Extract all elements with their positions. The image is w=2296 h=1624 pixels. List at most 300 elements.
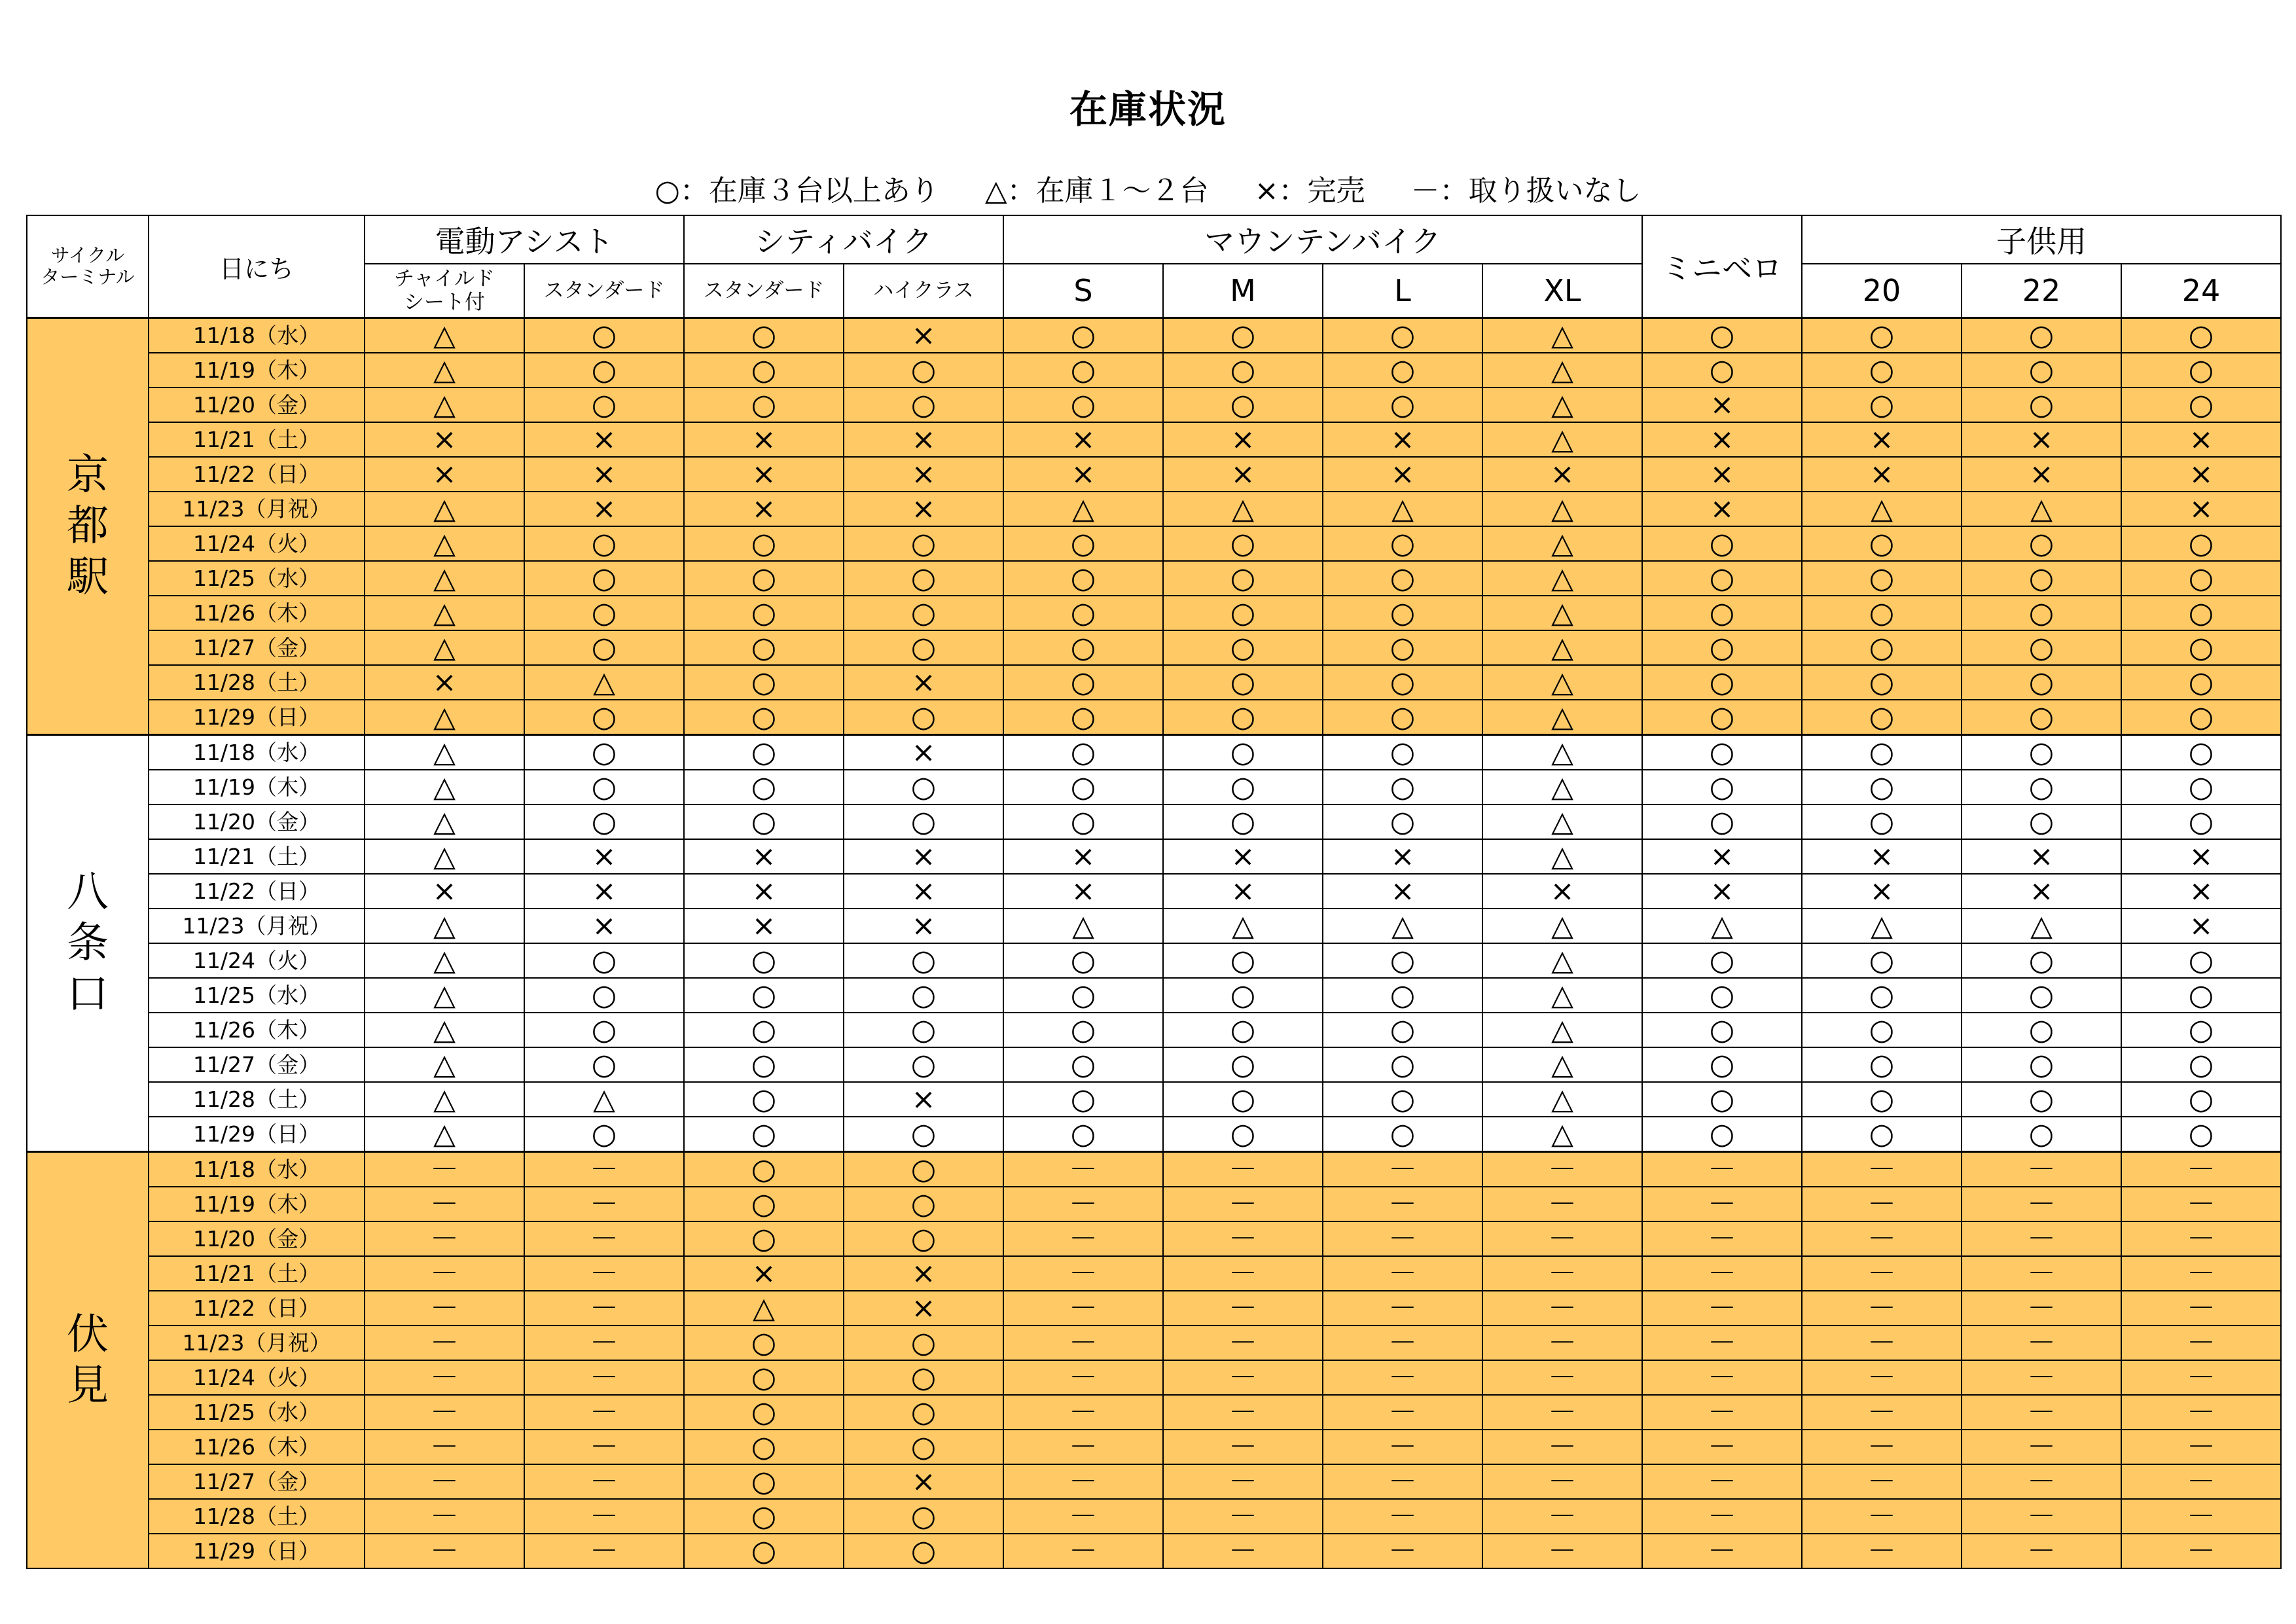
stock-cell: × (1482, 457, 1642, 492)
stock-cell: ○ (1003, 318, 1163, 353)
stock-cell: － (1323, 1534, 1482, 1568)
stock-cell: × (844, 492, 1003, 526)
stock-cell: － (2121, 1430, 2281, 1464)
terminal-name-cell: 伏 見 (27, 1152, 149, 1569)
stock-cell: － (365, 1464, 524, 1499)
stock-cell: ○ (1642, 1082, 1802, 1117)
stock-cell: ○ (1642, 318, 1802, 353)
stock-cell: ○ (1642, 943, 1802, 978)
stock-cell: － (1323, 1499, 1482, 1534)
stock-cell: △ (365, 1117, 524, 1152)
table-row (27, 353, 2281, 388)
stock-cell: － (2121, 1499, 2281, 1534)
stock-cell: － (524, 1221, 684, 1256)
stock-cell: ○ (524, 1047, 684, 1082)
stock-cell: － (1642, 1291, 1802, 1326)
stock-cell: － (1323, 1360, 1482, 1395)
stock-cell: △ (524, 1082, 684, 1117)
subheader-size-s: S (1003, 264, 1163, 318)
stock-cell: ○ (1642, 665, 1802, 700)
stock-cell: △ (1482, 1013, 1642, 1047)
stock-cell: ○ (1323, 630, 1482, 665)
stock-cell: × (1962, 422, 2121, 457)
stock-cell: － (1802, 1326, 1962, 1360)
stock-cell: ○ (1003, 804, 1163, 839)
date-cell: 11/22（日） (149, 874, 365, 909)
date-cell: 11/24（火） (149, 526, 365, 561)
stock-cell: ○ (2121, 978, 2281, 1013)
stock-cell: ○ (524, 526, 684, 561)
stock-cell: － (1962, 1464, 2121, 1499)
stock-cell: ○ (684, 1117, 844, 1152)
stock-cell: － (365, 1187, 524, 1221)
stock-cell: × (844, 457, 1003, 492)
stock-cell: ○ (1642, 561, 1802, 596)
table-row (27, 1187, 2281, 1221)
stock-cell: × (1003, 422, 1163, 457)
stock-cell: ○ (1323, 978, 1482, 1013)
table-row (27, 1256, 2281, 1291)
stock-cell: － (524, 1464, 684, 1499)
stock-cell: ○ (1642, 1117, 1802, 1152)
stock-cell: × (1323, 839, 1482, 874)
stock-cell: ○ (844, 561, 1003, 596)
stock-cell: － (1482, 1499, 1642, 1534)
stock-cell: ○ (684, 1499, 844, 1534)
stock-cell: ○ (1962, 1117, 2121, 1152)
stock-cell: － (1802, 1291, 1962, 1326)
legend-available: ○：在庫３台以上あり (655, 174, 939, 208)
date-cell: 11/22（日） (149, 1291, 365, 1326)
stock-cell: ○ (844, 353, 1003, 388)
stock-cell: － (1003, 1464, 1163, 1499)
date-cell: 11/19（木） (149, 770, 365, 804)
subheader-kids-24: 24 (2121, 264, 2281, 318)
stock-cell: ○ (1323, 388, 1482, 422)
date-cell: 11/23（月祝） (149, 492, 365, 526)
stock-cell: － (2121, 1256, 2281, 1291)
stock-cell: ○ (1163, 735, 1323, 770)
stock-cell: △ (365, 318, 524, 353)
stock-cell: － (1323, 1395, 1482, 1430)
stock-cell: ○ (844, 1499, 1003, 1534)
stock-cell: － (1163, 1187, 1323, 1221)
stock-cell: ○ (1642, 804, 1802, 839)
stock-cell: ○ (1962, 318, 2121, 353)
stock-cell: ○ (684, 1534, 844, 1568)
stock-cell: △ (1482, 561, 1642, 596)
table-row (27, 596, 2281, 630)
stock-cell: × (844, 1464, 1003, 1499)
stock-cell: － (524, 1395, 684, 1430)
stock-cell: ○ (1163, 1013, 1323, 1047)
stock-cell: － (1962, 1326, 2121, 1360)
stock-cell: ○ (684, 318, 844, 353)
date-cell: 11/23（月祝） (149, 1326, 365, 1360)
date-cell: 11/21（土） (149, 1256, 365, 1291)
stock-cell: △ (365, 700, 524, 735)
stock-cell: － (1003, 1430, 1163, 1464)
stock-cell: ○ (1802, 318, 1962, 353)
stock-cell: ○ (684, 665, 844, 700)
stock-cell: － (1163, 1464, 1323, 1499)
stock-cell: ○ (1323, 1013, 1482, 1047)
stock-cell: － (1003, 1395, 1163, 1430)
stock-cell: － (1323, 1152, 1482, 1187)
date-cell: 11/22（日） (149, 457, 365, 492)
stock-cell: ○ (524, 561, 684, 596)
stock-cell: ○ (684, 353, 844, 388)
stock-cell: △ (1482, 1047, 1642, 1082)
stock-cell: ○ (2121, 1082, 2281, 1117)
stock-cell: × (2121, 422, 2281, 457)
group-header-minivelo: ミニベロ (1642, 215, 1802, 318)
stock-cell: × (844, 839, 1003, 874)
stock-cell: － (1003, 1187, 1163, 1221)
stock-cell: ○ (684, 1013, 844, 1047)
stock-cell: － (1163, 1499, 1323, 1534)
stock-cell: △ (365, 1013, 524, 1047)
stock-cell: ○ (1962, 978, 2121, 1013)
date-cell: 11/29（日） (149, 1117, 365, 1152)
stock-cell: － (1642, 1360, 1802, 1395)
stock-cell: × (524, 874, 684, 909)
stock-cell: ○ (1802, 596, 1962, 630)
stock-cell: － (2121, 1534, 2281, 1568)
stock-cell: ○ (1163, 665, 1323, 700)
stock-cell: ○ (1962, 700, 2121, 735)
stock-cell: ○ (1802, 1082, 1962, 1117)
stock-cell: × (1482, 874, 1642, 909)
stock-cell: － (1802, 1430, 1962, 1464)
stock-cell: ○ (1323, 596, 1482, 630)
table-row (27, 1117, 2281, 1152)
table-row (27, 735, 2281, 770)
stock-cell: ○ (1003, 526, 1163, 561)
table-row (27, 561, 2281, 596)
stock-cell: ○ (1962, 735, 2121, 770)
stock-cell: ○ (844, 526, 1003, 561)
stock-cell: × (844, 909, 1003, 943)
stock-cell: ○ (1802, 735, 1962, 770)
stock-cell: × (1642, 422, 1802, 457)
stock-cell: × (1962, 457, 2121, 492)
table-row (27, 492, 2281, 526)
legend-not-handled: －：取り扱いなし (1410, 174, 1641, 208)
stock-cell: △ (1482, 1082, 1642, 1117)
stock-cell: △ (365, 943, 524, 978)
stock-cell: △ (1482, 839, 1642, 874)
date-cell: 11/28（土） (149, 1499, 365, 1534)
stock-cell: ○ (1003, 1117, 1163, 1152)
stock-cell: ○ (844, 1534, 1003, 1568)
stock-cell: ○ (1003, 353, 1163, 388)
stock-cell: － (1482, 1187, 1642, 1221)
stock-cell: × (684, 874, 844, 909)
stock-cell: ○ (844, 770, 1003, 804)
stock-cell: △ (1482, 526, 1642, 561)
table-row (27, 1082, 2281, 1117)
stock-cell: × (2121, 457, 2281, 492)
stock-cell: △ (1323, 909, 1482, 943)
subheader-child-seat: チャイルド シート付 (365, 264, 524, 318)
stock-cell: △ (365, 804, 524, 839)
stock-cell: ○ (684, 1360, 844, 1395)
date-cell: 11/27（金） (149, 1464, 365, 1499)
stock-cell: × (844, 1291, 1003, 1326)
stock-cell: － (365, 1430, 524, 1464)
stock-cell: － (1482, 1430, 1642, 1464)
subheader-size-xl: XL (1482, 264, 1642, 318)
stock-cell: ○ (1962, 943, 2121, 978)
stock-cell: △ (365, 388, 524, 422)
terminal-name-cell: 八 条 口 (27, 735, 149, 1152)
stock-cell: ○ (1323, 770, 1482, 804)
stock-cell: ○ (684, 978, 844, 1013)
date-cell: 11/20（金） (149, 804, 365, 839)
stock-cell: ○ (2121, 665, 2281, 700)
legend-few-left: △：在庫１～２台 (984, 174, 1209, 208)
stock-cell: － (1642, 1464, 1802, 1499)
stock-cell: ○ (1323, 804, 1482, 839)
stock-cell: － (1642, 1256, 1802, 1291)
stock-cell: ○ (1802, 943, 1962, 978)
stock-cell: ○ (844, 596, 1003, 630)
stock-cell: ○ (1163, 561, 1323, 596)
stock-cell: × (2121, 909, 2281, 943)
stock-cell: ○ (1802, 630, 1962, 665)
stock-cell: × (684, 839, 844, 874)
stock-cell: × (1163, 839, 1323, 874)
stock-cell: － (1003, 1221, 1163, 1256)
stock-cell: － (1482, 1221, 1642, 1256)
legend-sold-out: ×：完売 (1254, 174, 1365, 208)
stock-cell: ○ (524, 943, 684, 978)
stock-cell: ○ (1642, 596, 1802, 630)
table-row (27, 1360, 2281, 1395)
table-row (27, 770, 2281, 804)
date-cell: 11/28（土） (149, 665, 365, 700)
group-header-mountain-bike: マウンテンバイク (1003, 215, 1642, 264)
date-cell: 11/21（土） (149, 839, 365, 874)
stock-cell: × (844, 1256, 1003, 1291)
stock-cell: △ (1482, 318, 1642, 353)
stock-cell: ○ (1962, 353, 2121, 388)
stock-cell: ○ (1323, 561, 1482, 596)
stock-cell: △ (365, 526, 524, 561)
stock-cell: ○ (1163, 804, 1323, 839)
stock-cell: － (1482, 1152, 1642, 1187)
stock-cell: ○ (844, 1360, 1003, 1395)
table-row (27, 630, 2281, 665)
stock-cell: － (524, 1291, 684, 1326)
table-row (27, 1013, 2281, 1047)
stock-cell: ○ (684, 526, 844, 561)
stock-cell: ○ (1802, 353, 1962, 388)
stock-cell: △ (1802, 909, 1962, 943)
stock-cell: － (1003, 1256, 1163, 1291)
stock-cell: × (1003, 839, 1163, 874)
stock-cell: △ (1482, 492, 1642, 526)
table-row (27, 1291, 2281, 1326)
stock-cell: － (1323, 1221, 1482, 1256)
group-header-kids: 子供用 (1802, 215, 2281, 264)
stock-cell: × (1962, 839, 2121, 874)
stock-cell: × (684, 422, 844, 457)
date-cell: 11/18（水） (149, 318, 365, 353)
stock-cell: ○ (524, 735, 684, 770)
stock-cell: △ (1482, 943, 1642, 978)
stock-cell: ○ (524, 630, 684, 665)
group-header-e-assist: 電動アシスト (365, 215, 684, 264)
stock-cell: ○ (1003, 700, 1163, 735)
stock-cell: ○ (1642, 1013, 1802, 1047)
stock-cell: ○ (844, 1152, 1003, 1187)
table-row (27, 839, 2281, 874)
stock-cell: ○ (684, 1187, 844, 1221)
stock-cell: － (2121, 1221, 2281, 1256)
stock-cell: － (2121, 1360, 2281, 1395)
stock-cell: ○ (1323, 700, 1482, 735)
stock-cell: ○ (844, 700, 1003, 735)
stock-cell: ○ (2121, 804, 2281, 839)
stock-cell: － (1323, 1256, 1482, 1291)
table-row (27, 804, 2281, 839)
stock-cell: △ (1003, 492, 1163, 526)
stock-cell: △ (1962, 909, 2121, 943)
stock-cell: ○ (2121, 526, 2281, 561)
stock-cell: － (1482, 1256, 1642, 1291)
stock-cell: － (365, 1360, 524, 1395)
stock-cell: － (1163, 1291, 1323, 1326)
stock-cell: ○ (2121, 353, 2281, 388)
stock-cell: － (524, 1360, 684, 1395)
stock-cell: ○ (524, 1117, 684, 1152)
stock-cell: ○ (524, 1013, 684, 1047)
stock-cell: ○ (684, 561, 844, 596)
table-row (27, 1047, 2281, 1082)
date-cell: 11/21（土） (149, 422, 365, 457)
table-row (27, 1221, 2281, 1256)
stock-cell: － (524, 1534, 684, 1568)
date-cell: 11/26（木） (149, 1013, 365, 1047)
stock-cell: △ (1482, 1117, 1642, 1152)
stock-cell: × (844, 874, 1003, 909)
stock-cell: ○ (844, 978, 1003, 1013)
stock-cell: － (1962, 1499, 2121, 1534)
stock-cell: × (1802, 874, 1962, 909)
stock-cell: － (1962, 1152, 2121, 1187)
stock-cell: △ (1802, 492, 1962, 526)
date-cell: 11/18（水） (149, 735, 365, 770)
stock-cell: ○ (1962, 561, 2121, 596)
stock-cell: ○ (844, 388, 1003, 422)
stock-cell: － (1163, 1221, 1323, 1256)
stock-cell: － (1642, 1326, 1802, 1360)
page-title: 在庫状況 (1069, 87, 1227, 132)
stock-cell: － (1163, 1326, 1323, 1360)
legend (0, 167, 2296, 209)
stock-cell: ○ (844, 1047, 1003, 1082)
stock-cell: △ (365, 839, 524, 874)
stock-cell: － (1962, 1291, 2121, 1326)
stock-cell: ○ (684, 1152, 844, 1187)
date-cell: 11/24（火） (149, 943, 365, 978)
stock-cell: － (1482, 1464, 1642, 1499)
stock-cell: － (1802, 1221, 1962, 1256)
stock-cell: ○ (684, 1047, 844, 1082)
stock-cell: ○ (1642, 353, 1802, 388)
stock-cell: × (1802, 422, 1962, 457)
stock-cell: △ (1163, 492, 1323, 526)
stock-cell: △ (1482, 735, 1642, 770)
stock-cell: × (365, 874, 524, 909)
date-cell: 11/29（日） (149, 700, 365, 735)
stock-cell: ○ (684, 1430, 844, 1464)
table-row (27, 1464, 2281, 1499)
stock-cell: × (365, 422, 524, 457)
stock-cell: － (2121, 1464, 2281, 1499)
stock-cell: ○ (524, 353, 684, 388)
table-row (27, 1534, 2281, 1568)
stock-cell: × (1642, 388, 1802, 422)
stock-cell: － (1802, 1360, 1962, 1395)
stock-cell: ○ (1323, 943, 1482, 978)
date-cell: 11/25（水） (149, 561, 365, 596)
stock-cell: ○ (1163, 770, 1323, 804)
stock-cell: － (2121, 1187, 2281, 1221)
stock-cell: － (1003, 1291, 1163, 1326)
stock-cell: ○ (844, 1326, 1003, 1360)
stock-cell: ○ (1802, 978, 1962, 1013)
stock-cell: ○ (1003, 1047, 1163, 1082)
stock-cell: ○ (1802, 770, 1962, 804)
stock-cell: ○ (844, 1187, 1003, 1221)
stock-cell: ○ (1003, 1082, 1163, 1117)
stock-cell: ○ (684, 770, 844, 804)
stock-cell: ○ (524, 700, 684, 735)
stock-cell: － (365, 1221, 524, 1256)
date-cell: 11/19（木） (149, 353, 365, 388)
stock-cell: － (1003, 1360, 1163, 1395)
stock-cell: △ (1482, 804, 1642, 839)
stock-cell: － (1323, 1291, 1482, 1326)
stock-cell: － (1802, 1464, 1962, 1499)
date-cell: 11/24（火） (149, 1360, 365, 1395)
stock-cell: － (1802, 1256, 1962, 1291)
stock-cell: × (684, 457, 844, 492)
stock-cell: ○ (844, 804, 1003, 839)
stock-cell: × (2121, 839, 2281, 874)
stock-cell: ○ (2121, 630, 2281, 665)
date-cell: 11/19（木） (149, 1187, 365, 1221)
stock-cell: － (1962, 1256, 2121, 1291)
stock-cell: ○ (1163, 388, 1323, 422)
stock-cell: ○ (1802, 526, 1962, 561)
stock-cell: － (1163, 1360, 1323, 1395)
stock-cell: × (684, 909, 844, 943)
stock-cell: － (1642, 1499, 1802, 1534)
stock-cell: ○ (1642, 770, 1802, 804)
terminal-header: サイクル ターミナル (27, 215, 149, 318)
stock-cell: － (1642, 1187, 1802, 1221)
stock-cell: ○ (1003, 388, 1163, 422)
stock-cell: － (1323, 1326, 1482, 1360)
stock-cell: － (524, 1256, 684, 1291)
stock-cell: － (524, 1430, 684, 1464)
stock-cell: － (1003, 1534, 1163, 1568)
stock-cell: ○ (1163, 1117, 1323, 1152)
